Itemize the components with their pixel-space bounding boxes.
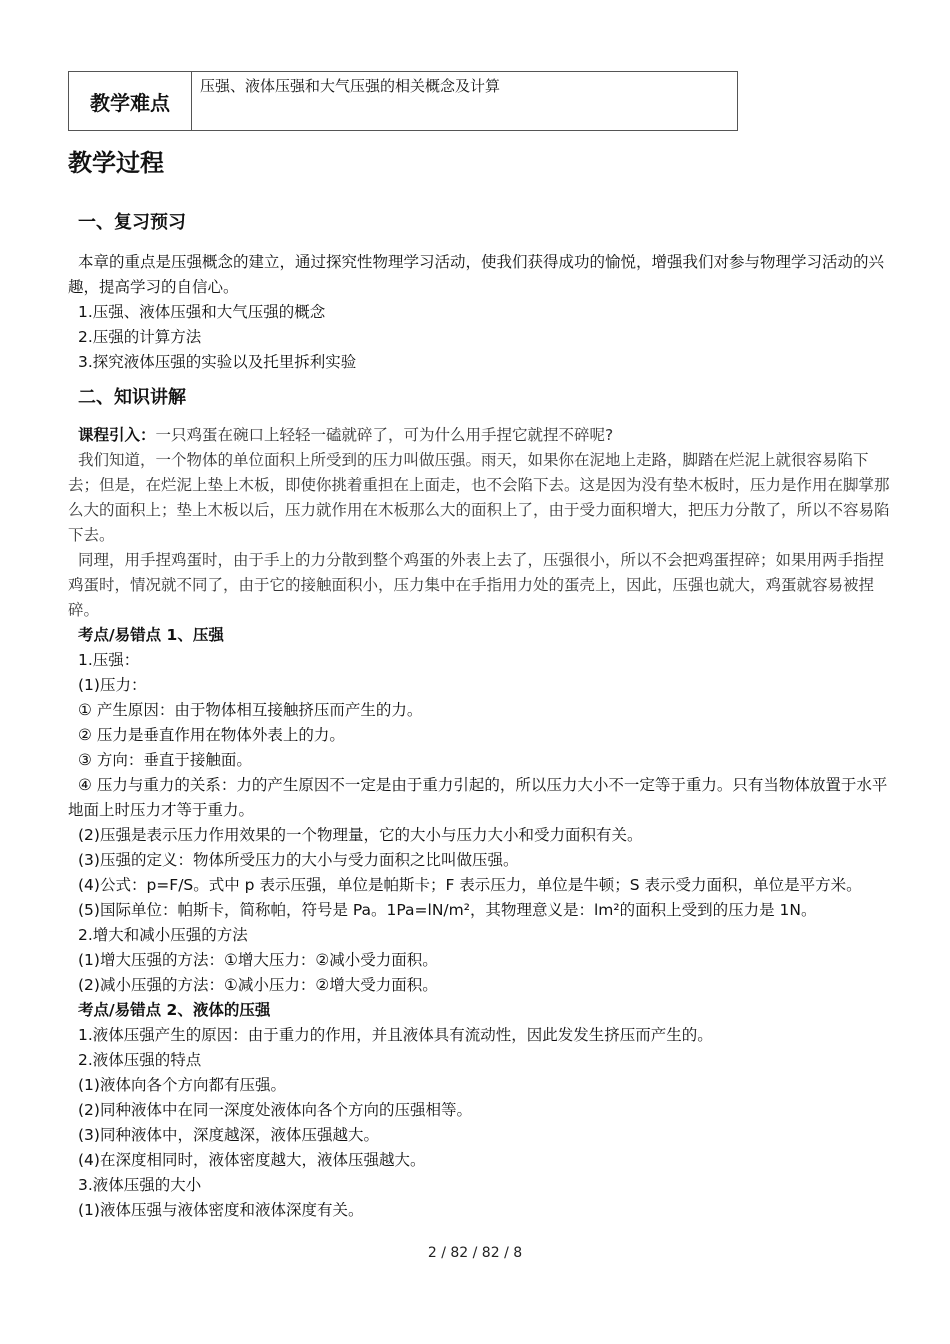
difficulty-content: 压强、液体压强和大气压强的相关概念及计算 <box>192 72 738 131</box>
point-2-heading: 考点/易错点 2、液体的压强 <box>78 1001 271 1019</box>
course-intro-text: 一只鸡蛋在碗口上轻轻一磕就碎了，可为什么用手捏它就捏不碎呢? <box>155 426 614 444</box>
section-knowledge-heading: 二、知识讲解 <box>78 387 186 408</box>
difficulty-table <box>68 71 738 131</box>
point-1-line: 1.压强： <box>78 651 140 669</box>
point-1-line: ③ 方向：垂直于接触面。 <box>78 751 252 769</box>
explain-paragraph-2: 同理，用手捏鸡蛋时，由于手上的力分散到整个鸡蛋的外表上去了，压强很小，所以不会把鸡蛋捏碎；如果用两手指捏鸡蛋时，情况就不同了，由于它的接触面积小，压力集中在手指用力处的蛋壳上，因此，压强也就大，鸡蛋就容易被捏碎。 <box>68 551 885 619</box>
point-2-line: (4)在深度相同时，液体密度越大，液体压强越大。 <box>78 1151 426 1169</box>
review-item-2: 2.压强的计算方法 <box>78 328 202 346</box>
point-1-line: (4)公式：p=F/S。式中 p 表示压强，单位是帕斯卡；F 表示压力，单位是牛顿；S 表示受力面积，单位是平方米。 <box>78 876 862 894</box>
point-1-line: (2)减小压强的方法：①减小压力：②增大受力面积。 <box>78 976 438 994</box>
point-1-line: (3)压强的定义：物体所受压力的大小与受力面积之比叫做压强。 <box>78 851 519 869</box>
course-intro-label: 课程引入： <box>78 426 156 444</box>
course-intro <box>68 423 898 448</box>
point-2-line: (1)液体向各个方向都有压强。 <box>78 1076 286 1094</box>
point-2-line: 2.液体压强的特点 <box>78 1051 202 1069</box>
review-item-3: 3.探究液体压强的实验以及托里拆利实验 <box>78 353 357 371</box>
section-review-heading: 一、复习预习 <box>78 212 186 233</box>
review-item-1: 1.压强、液体压强和大气压强的概念 <box>78 303 326 321</box>
point-2-line: 1.液体压强产生的原因：由于重力的作用，并且液体具有流动性，因此发发生挤压而产生的。 <box>78 1026 713 1044</box>
document-body <box>68 210 898 1223</box>
point-1-line: ② 压力是垂直作用在物体外表上的力。 <box>78 726 345 744</box>
review-intro: 本章的重点是压强概念的建立，通过探究性物理学习活动，使我们获得成功的愉悦，增强我们对参与物理学习活动的兴趣，提高学习的自信心。 <box>68 253 885 296</box>
point-1-line: 2.增大和减小压强的方法 <box>78 926 248 944</box>
point-2-line: (2)同种液体中在同一深度处液体向各个方向的压强相等。 <box>78 1101 472 1119</box>
difficulty-label: 教学难点 <box>69 72 192 131</box>
point-2-line: (3)同种液体中，深度越深，液体压强越大。 <box>78 1126 379 1144</box>
explain-paragraph-1: 我们知道，一个物体的单位面积上所受到的压力叫做压强。雨天，如果你在泥地上走路，脚踏在烂泥上就很容易陷下去；但是，在烂泥上垫上木板，即使你挑着重担在上面走，也不会陷下去。这是因为没有垫木板时，压力是作用在脚掌那么大的面积上；垫上木板以后，压力就作用在木板那么大的面积上了，由于受力面积增大，把压力分散了，所以不容易陷下去。 <box>68 451 890 544</box>
point-1-line: ④ 压力与重力的关系：力的产生原因不一定是由于重力引起的，所以压力大小不一定等于重力。只有当物体放置于水平地面上时压力才等于重力。 <box>68 776 888 819</box>
page-number: 2 / 82 / 82 / 8 <box>427 1245 523 1261</box>
point-1-line: (2)压强是表示压力作用效果的一个物理量，它的大小与压力大小和受力面积有关。 <box>78 826 643 844</box>
point-2-line: (1)液体压强与液体密度和液体深度有关。 <box>78 1201 364 1219</box>
point-1-line: (1)压力： <box>78 676 147 694</box>
point-1-line: (1)增大压强的方法：①增大压力：②减小受力面积。 <box>78 951 438 969</box>
point-1-line: ① 产生原因：由于物体相互接触挤压而产生的力。 <box>78 701 423 719</box>
page-title: 教学过程 <box>68 149 164 177</box>
point-1-heading: 考点/易错点 1、压强 <box>78 626 224 644</box>
point-1-line: (5)国际单位：帕斯卡，简称帕，符号是 Pa。1Pa=lN/m²，其物理意义是：lm²的面积上受到的压力是 1N。 <box>78 901 817 919</box>
point-2-line: 3.液体压强的大小 <box>78 1176 202 1194</box>
